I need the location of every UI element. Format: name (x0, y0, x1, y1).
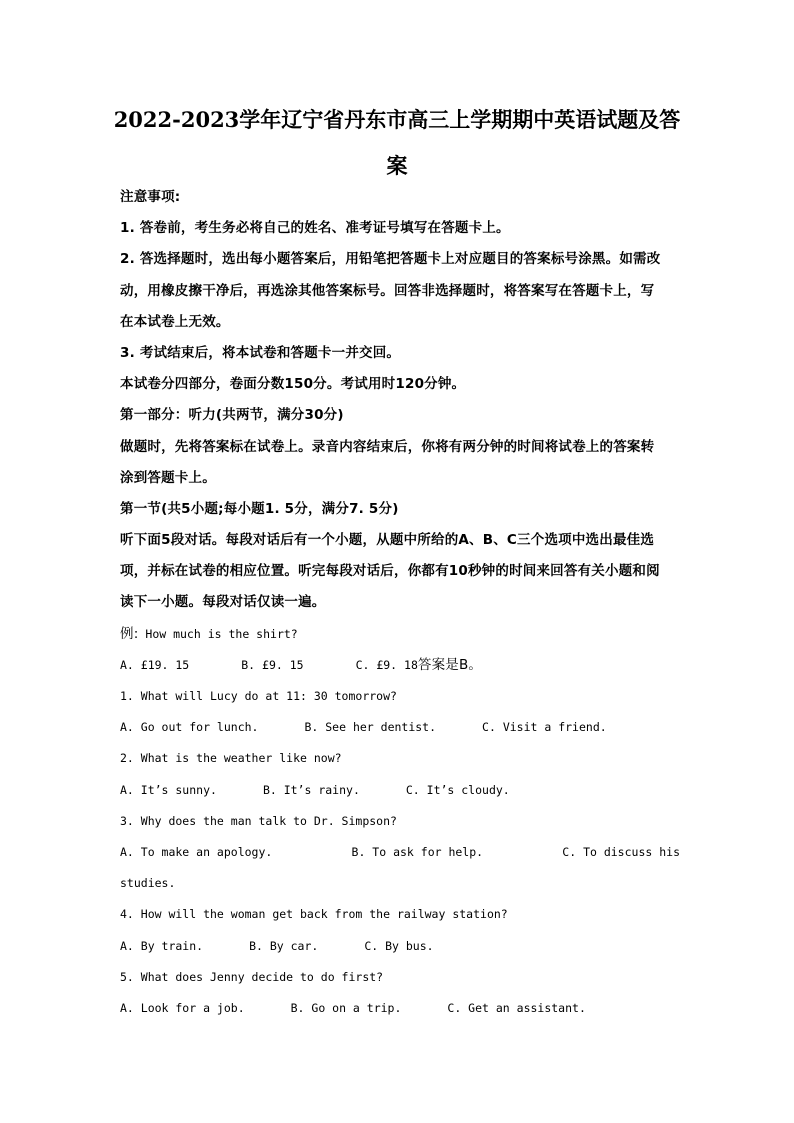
notice-item-2-line-2: 动，用橡皮擦干净后，再选涂其他答案标号。回答非选择题时，将答案写在答题卡上，写 (120, 282, 655, 299)
example-label: 例: (120, 625, 139, 642)
notice-item-2-line-3: 在本试卷上无效。 (120, 313, 230, 330)
exam-intro: 本试卷分四部分，卷面分数150分。考试用时120分钟。 (120, 376, 466, 393)
notice-item-1: 1. 答卷前，考生务必将自己的姓名、准考证号填写在答题卡上。 (120, 220, 510, 237)
question-2-option-b: B. It’s rainy. (262, 782, 360, 797)
question-4-option-c: C. By bus. (364, 938, 434, 953)
question-1-option-b: B. See her dentist. (304, 720, 437, 735)
question-1-option-a: A. Go out for lunch. (120, 720, 259, 735)
example-option-b: B. £9. 15 (241, 657, 304, 672)
document-body (120, 182, 680, 1024)
question-3-continuation: studies. (120, 876, 176, 891)
question-3-options (120, 837, 680, 868)
document-title (110, 97, 684, 189)
example-question (120, 619, 680, 650)
part1-instruction-line-2: 涂到答题卡上。 (120, 469, 216, 486)
part1-heading: 第一部分：听力(共两节，满分30分) (120, 407, 344, 424)
question-3: 3. Why does the man talk to Dr. Simpson? (120, 813, 397, 828)
section1-instruction-line-3: 读下一小题。每段对话仅读一遍。 (120, 594, 326, 611)
example-question-text: How much is the shirt? (145, 626, 298, 641)
question-4: 4. How will the woman get back from the railway station? (120, 907, 508, 922)
example-options (120, 650, 680, 681)
question-3-option-b: B. To ask for help. (351, 844, 484, 859)
example-option-a: A. £19. 15 (120, 657, 190, 672)
question-3-option-a: A. To make an apology. (120, 844, 273, 859)
title-line-1: 2022-2023学年辽宁省丹东市高三上学期期中英语试题及答 (113, 107, 681, 132)
question-4-option-b: B. By car. (249, 938, 319, 953)
question-4-option-a: A. By train. (120, 938, 204, 953)
section1-instruction-line-2: 项，并标在试卷的相应位置。听完每段对话后，你都有10秒钟的时间来回答有关小题和阅 (120, 563, 660, 580)
example-option-c: C. £9. 18 (355, 657, 418, 672)
example-answer: 答案是B。 (417, 656, 483, 673)
title-line-2: 案 (386, 153, 408, 178)
notice-item-2-line-1: 2. 答选择题时，选出每小题答案后，用铅笔把答题卡上对应题目的答案标号涂黑。如需改 (120, 251, 661, 268)
question-2: 2. What is the weather like now? (120, 751, 342, 766)
question-3-option-c: C. To discuss his (562, 844, 680, 859)
notice-item-3: 3. 考试结束后，将本试卷和答题卡一并交回。 (120, 344, 401, 361)
question-1-option-c: C. Visit a friend. (482, 720, 607, 735)
section1-heading: 第一节(共5小题;每小题1. 5分，满分7. 5分) (120, 500, 399, 517)
question-5-option-b: B. Go on a trip. (290, 1000, 402, 1015)
question-1-options (120, 712, 680, 743)
section1-instruction-line-1: 听下面5段对话。每段对话后有一个小题，从题中所给的A、B、C三个选项中选出最佳选 (120, 532, 655, 549)
question-2-option-c: C. It’s cloudy. (405, 782, 510, 797)
question-1: 1. What will Lucy do at 11: 30 tomorrow? (120, 689, 397, 703)
question-5-option-a: A. Look for a job. (120, 1000, 245, 1015)
question-2-option-a: A. It’s sunny. (120, 782, 217, 797)
question-2-options (120, 775, 680, 806)
part1-instruction-line-1: 做题时，先将答案标在试卷上。录音内容结束后，你将有两分钟的时间将试卷上的答案转 (120, 438, 655, 455)
question-5-options (120, 993, 680, 1024)
notice-heading: 注意事项: (120, 189, 181, 205)
question-4-options (120, 931, 680, 962)
question-5-option-c: C. Get an assistant. (447, 1000, 586, 1015)
question-5: 5. What does Jenny decide to do first? (120, 969, 384, 984)
